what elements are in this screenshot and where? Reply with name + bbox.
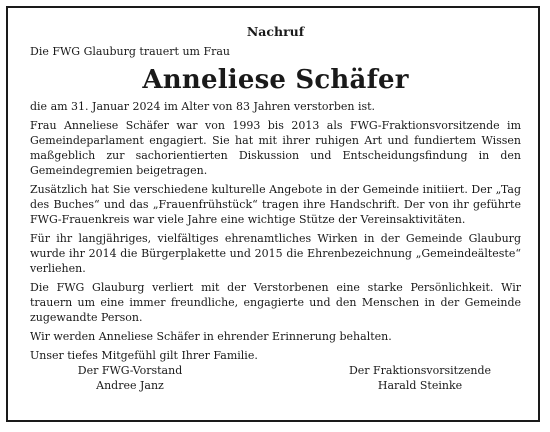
paragraph-cultural-activities: Zusätzlich hat Sie verschiedene kulturelle Angebote in der Gemeinde initiiert. Der „Tag des Buches“ und das „Frauenfrühstück“ tragen ihre Handschrift. Der von ihr geführte FWG-Frauenkreis war viele Jahre eine wichtige Stütze der Vereinsaktivitäten. [30,183,521,226]
paragraph-loss: Die FWG Glauburg verliert mit der Verstorbenen eine starke Persönlichkeit. Wir trauern um eine immer freundliche, engagierte und den Menschen in der Gemeinde zugewandte Person. [30,281,521,324]
signature-chair [330,363,510,393]
deceased-name: Anneliese Schäfer [142,65,409,95]
signature-name: Harald Steinke [377,379,463,392]
obituary-frame [6,6,540,422]
paragraph-honors: Für ihr langjähriges, vielfältiges ehrenamtliches Wirken in der Gemeinde Glauburg wurde ihr 2014 die Bürgerplakette und 2015 die Ehrenbezeichnung „Gemeindeälteste“ verliehen. [30,232,521,275]
obituary-body [30,24,521,367]
paragraph-death-date: die am 31. Januar 2024 im Alter von 83 Jahren verstorben ist. [30,100,376,113]
signature-title: Der FWG-Vorstand [77,364,183,377]
paragraph-political-career: Frau Anneliese Schäfer war von 1993 bis 2013 als FWG-Fraktionsvorsitzende im Gemeindeparlament engagiert. Sie hat mit ihrer ruhigen Art und fundiertem Wissen maßgeblich zur sachorientierten Diskussion und Entscheidungsfindung in den Gemeindegremien beigetragen. [30,119,521,177]
paragraph-remembrance: Wir werden Anneliese Schäfer in ehrender Erinnerung behalten. [30,330,392,343]
obituary-heading: Nachruf [246,24,305,39]
signature-title: Der Fraktionsvorsitzende [348,364,492,377]
intro-line: Die FWG Glauburg trauert um Frau [30,45,230,58]
paragraph-condolence: Unser tiefes Mitgefühl gilt Ihrer Familie. [30,349,258,362]
signature-board [40,363,220,393]
signature-name: Andree Janz [96,379,164,392]
